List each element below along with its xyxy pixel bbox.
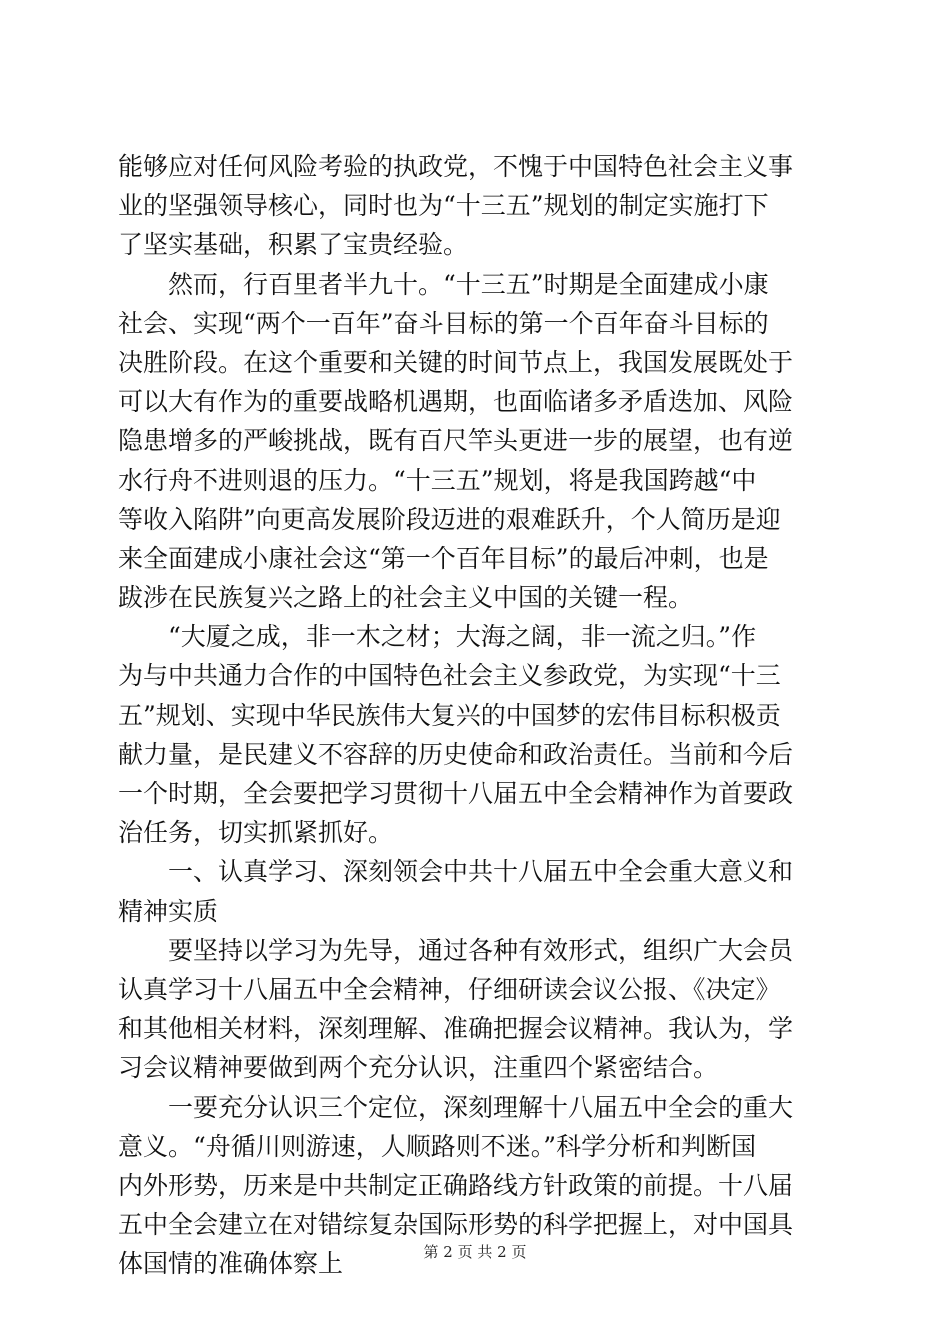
text-line: 然而，行百里者半九十。“十三五”时期是全面建成小康 xyxy=(118,269,769,299)
section-heading-line: 精神实质 xyxy=(118,896,219,926)
text-line: 五”规划、实现中华民族伟大复兴的中国梦的宏伟目标积极贡 xyxy=(118,700,781,730)
page-number-footer: 第 2 页 共 2 页 xyxy=(423,1243,527,1261)
text-line: 业的坚强领导核心，同时也为“十三五”规划的制定实施打下 xyxy=(118,191,769,221)
text-line: 体国情的准确体察上 xyxy=(118,1249,344,1279)
text-line: 认真学习十八届五中全会精神，仔细研读会议公报、《决定》 xyxy=(118,974,781,1004)
text-line: 为与中共通力合作的中国特色社会主义参政党，为实现“十三 xyxy=(118,661,781,691)
text-line: 跋涉在民族复兴之路上的社会主义中国的关键一程。 xyxy=(118,583,694,613)
text-line: “大厦之成，非一木之材；大海之阔，非一流之归。”作 xyxy=(118,622,757,652)
text-line: 治任务，切实抓紧抓好。 xyxy=(118,818,394,848)
text-line: 来全面建成小康社会这“第一个百年目标”的最后冲刺，也是 xyxy=(118,543,769,573)
text-line: 隐患增多的严峻挑战，既有百尺竿头更进一步的展望，也有逆 xyxy=(118,426,794,456)
text-line: 和其他相关材料，深刻理解、准确把握会议精神。我认为，学 xyxy=(118,1014,794,1044)
text-line: 一个时期，全会要把学习贯彻十八届五中全会精神作为首要政 xyxy=(118,779,794,808)
text-line: 等收入陷阱”向更高发展阶段迈进的艰难跃升，个人简历是迎 xyxy=(118,504,781,534)
text-line: 社会、实现“两个一百年”奋斗目标的第一个百年奋斗目标的 xyxy=(118,308,769,338)
text-line: 决胜阶段。在这个重要和关键的时间节点上，我国发展既处于 xyxy=(118,347,794,377)
text-line: 意义。“舟循川则游速，人顺路则不迷。”科学分析和判断国 xyxy=(118,1131,757,1161)
text-line: 一要充分认识三个定位，深刻理解十八届五中全会的重大 xyxy=(118,1092,794,1122)
text-line: 内外形势，历来是中共制定正确路线方针政策的前提。十八届 xyxy=(118,1170,794,1200)
text-line: 能够应对任何风险考验的执政党，不愧于中国特色社会主义事 xyxy=(118,152,794,181)
text-line: 献力量，是民建义不容辞的历史使命和政治责任。当前和今后 xyxy=(118,739,794,769)
text-line: 五中全会建立在对错综复杂国际形势的科学把握上，对中国具 xyxy=(118,1210,794,1240)
body-text xyxy=(118,147,832,1283)
text-line: 可以大有作为的重要战略机遇期，也面临诸多矛盾迭加、风险 xyxy=(118,387,794,417)
section-heading-line: 一、认真学习、深刻领会中共十八届五中全会重大意义和 xyxy=(118,857,794,887)
text-line: 要坚持以学习为先导，通过各种有效形式，组织广大会员 xyxy=(118,935,794,965)
text-line: 了坚实基础，积累了宝贵经验。 xyxy=(118,230,469,260)
text-line: 水行舟不进则退的压力。“十三五”规划，将是我国跨越“中 xyxy=(118,465,757,495)
text-line: 习会议精神要做到两个充分认识，注重四个紧密结合。 xyxy=(118,1053,719,1083)
